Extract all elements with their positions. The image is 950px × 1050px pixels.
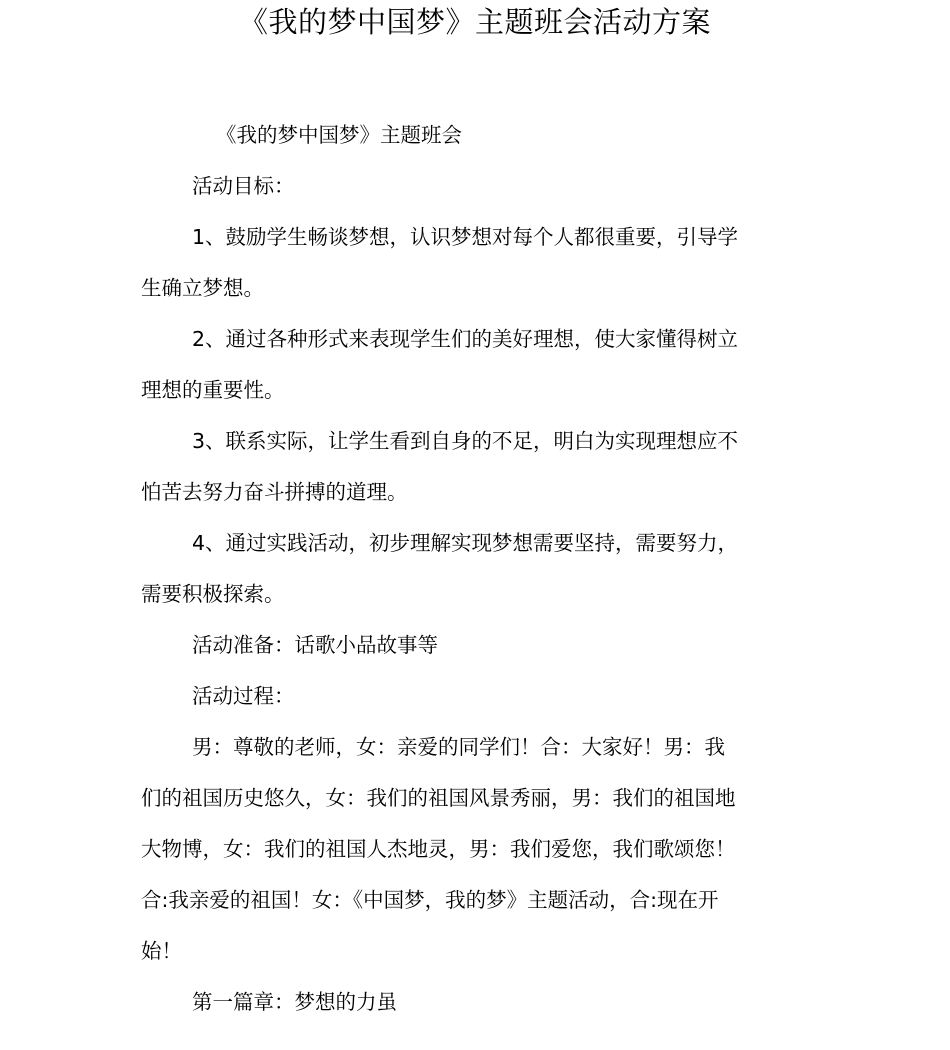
goal-3-line-2: 怕苦去努力奋斗拼搏的道理。 <box>141 480 408 504</box>
preparation: 活动准备：话歌小品故事等 <box>192 633 438 657</box>
chapter-1-heading: 第一篇章：梦想的力虽 <box>192 990 397 1014</box>
goal-4-line-1: 4、通过实践活动，初步理解实现梦想需要坚持，需要努力， <box>192 531 739 555</box>
goal-1-line-2: 生确立梦想。 <box>141 276 264 300</box>
subtitle: 《我的梦中国梦》主题班会 <box>216 123 462 147</box>
dialogue-line-1: 男：尊敬的老师，女：亲爱的同学们！合：大家好！男：我 <box>192 735 725 759</box>
goal-4-line-2: 需要积极探索。 <box>141 582 285 606</box>
dialogue-line-5: 始！ <box>141 939 182 963</box>
goals-heading: 活动目标： <box>192 174 295 198</box>
goal-1-line-1: 1、鼓励学生畅谈梦想，认识梦想对每个人都很重要，引导学 <box>192 225 739 249</box>
goal-2-line-2: 理想的重要性。 <box>141 378 285 402</box>
process-heading: 活动过程： <box>192 684 295 708</box>
dialogue-line-3: 大物博，女：我们的祖国人杰地灵，男：我们爱您，我们歌颂您！ <box>141 837 736 861</box>
dialogue-line-4: 合:我亲爱的祖国！女：《中国梦，我的梦》主题活动，合:现在开 <box>141 888 719 912</box>
goal-3-line-1: 3、联系实际，让学生看到自身的不足，明白为实现理想应不 <box>192 429 739 453</box>
dialogue-line-2: 们的祖国历史悠久，女：我们的祖国风景秀丽，男：我们的祖国地 <box>141 786 736 810</box>
document-body <box>141 110 801 1028</box>
document-title: 《我的梦中国梦》主题班会活动方案 <box>238 5 711 39</box>
goal-2-line-1: 2、通过各种形式来表现学生们的美好理想，使大家懂得树立 <box>192 327 739 351</box>
